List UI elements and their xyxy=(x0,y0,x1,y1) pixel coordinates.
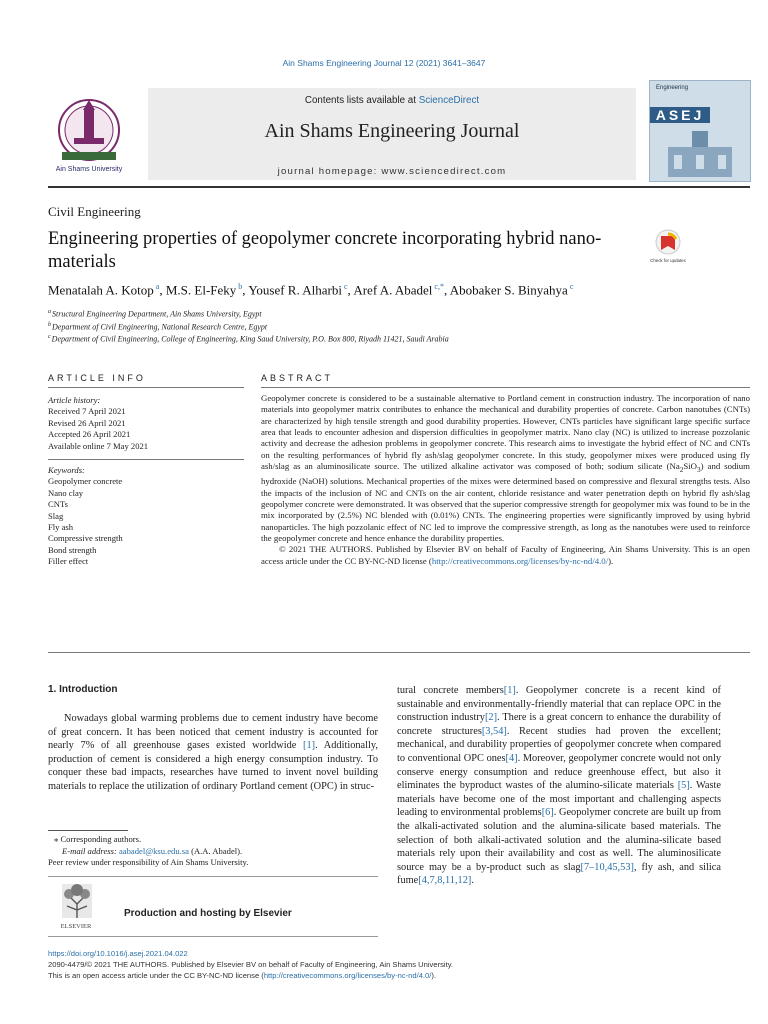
homepage-prefix: journal homepage: xyxy=(277,166,382,177)
oa-suffix: ). xyxy=(431,971,437,980)
author-name[interactable]: Menatalah A. Kotop xyxy=(48,282,154,298)
oa-prefix: This is an open access article under the CC BY-NC-ND license ( xyxy=(48,971,264,980)
abstract-heading: ABSTRACT xyxy=(261,373,334,383)
citation-link[interactable]: [4] xyxy=(505,752,518,764)
keyword-item: Fly ash xyxy=(48,522,74,533)
introduction-heading: 1. Introduction xyxy=(48,684,118,695)
affiliation-item xyxy=(48,332,748,345)
elsevier-box-top-rule xyxy=(48,876,378,877)
keywords-label: Keywords: xyxy=(48,465,85,475)
keyword-item: Compressive strength xyxy=(48,533,123,544)
body-column-left xyxy=(48,712,378,794)
contents-prefix: Contents lists available at xyxy=(304,95,419,106)
affiliation-marker: c xyxy=(48,334,51,341)
history-item: Revised 26 April 2021 xyxy=(48,417,126,428)
keywords-block xyxy=(48,465,244,568)
copyright-text: © 2021 THE AUTHORS. Published by Elsevier BV on behalf of Faculty of Engineering, Ain Shams University. This is an open access article under the CC BY-NC-ND license ( xyxy=(261,544,750,566)
body-column-right xyxy=(397,684,721,888)
affiliation-marker: a xyxy=(48,309,51,315)
footnote-rule xyxy=(48,830,128,831)
keyword-list xyxy=(48,476,244,567)
body-text: , fly ash, and silica fume xyxy=(397,861,721,887)
elsevier-tree-logo xyxy=(48,880,104,932)
abstract-text-part: ) and sodium hydroxide (NaOH) solutions. Mechanical properties of the mixes were determined based on compressive and flexural strengths tests. Also the impacts of the inclusion of NC and CNTs on the air content, chloride resistance and water penetration depth on hybrid fly ash/slag geopolymer concrete were demonstrated. It was observed that the superior compressive strength for geopolymer mix was found to be in the mix incorporated by (2.5%) NC blended with (0.01%) CNTs. The engineering properties were significantly improved by using hybrid nanoparticles. The high pozzolanic effect of NC led to improve the compressive strength, as long as the nanotubes were used to reinforce the geopolymer concrete and hence enhance the durability properties. xyxy=(261,461,750,543)
affiliation-text: Department of Civil Engineering, National Research Centre, Egypt xyxy=(52,322,268,332)
page-bottom-info xyxy=(48,948,748,981)
contents-available-line xyxy=(148,95,636,106)
body-text: . Geopolymer concrete are built up from the alkali-activated solution and the alumina-silicate based materials. The selection of both alkali-activated solution and the alumina-silicate based materials rely upon their availability and cost as well. The aluminosilicate source may be a by-product such as slag xyxy=(397,807,721,873)
article-history xyxy=(48,395,244,452)
logo-caption: Ain Shams University xyxy=(55,166,123,173)
peer-review-note: Peer review under responsibility of Ain Shams University. xyxy=(48,857,249,868)
article-info-rule xyxy=(48,387,244,388)
license-link[interactable]: http://creativecommons.org/licenses/by-nc-nd/4.0/ xyxy=(431,555,609,566)
subscript: 3 xyxy=(696,465,701,474)
keyword-item: Nano clay xyxy=(48,487,84,498)
citation-link[interactable]: [1] xyxy=(303,740,316,752)
header-rule xyxy=(48,186,750,188)
article-info-heading: ARTICLE INFO xyxy=(48,373,146,383)
subscript: 2 xyxy=(679,465,684,474)
body-text: . xyxy=(471,875,474,887)
author-affiliation-marker[interactable]: c,* xyxy=(434,282,444,291)
issn-line: 2090-4479/© 2021 THE AUTHORS. Published by Elsevier BV on behalf of Faculty of Engineering, Ain Shams University. xyxy=(48,960,454,969)
citation-link[interactable]: [4,7,8,11,12] xyxy=(418,875,472,887)
check-updates-label: Check for updates xyxy=(650,258,686,263)
production-hosting-label: Production and hosting by Elsevier xyxy=(124,908,292,919)
body-text: . Recent studies had proven the excellent; mechanical, and durability properties of geopolymer concrete when compared to conventional OPC ones xyxy=(397,725,721,764)
body-text: Nowadays global warming problems due to cement industry have become of great concern. It has been noticed that cement industry is accounted for nearly 7% of all greenhouse gases existed worldwide xyxy=(48,713,378,752)
journal-title: Ain Shams Engineering Journal xyxy=(264,120,520,142)
journal-cover-thumbnail[interactable] xyxy=(649,80,751,182)
cover-top-text: Engineering xyxy=(656,85,689,91)
intro-paragraph xyxy=(48,712,378,794)
oa-license-link[interactable]: http://creativecommons.org/licenses/by-nc-nd/4.0/ xyxy=(263,971,432,980)
body-text: . Moreover, geopolymer concrete would not only conserve energy consumption and reduce greenhouse effect, but also it eliminates the byproduct wastes of the alumino-silicate materials xyxy=(397,752,721,792)
keyword-item: Bond strength xyxy=(48,544,97,555)
citation-link[interactable]: [7–10,45,53] xyxy=(580,861,634,873)
history-list xyxy=(48,406,244,452)
history-label: Article history: xyxy=(48,395,101,405)
history-item: Accepted 26 April 2021 xyxy=(48,429,131,440)
intro-paragraph-continued xyxy=(397,684,721,888)
affiliation-text: Department of Civil Engineering, College of Engineering, King Saud University, P.O. Box 800, Riyadh 11421, Saudi Arabia xyxy=(51,334,449,344)
citation-link[interactable]: [3,54] xyxy=(481,725,507,737)
homepage-url-link[interactable]: www.sciencedirect.com xyxy=(381,166,507,177)
author-name[interactable]: Yousef R. Alharbi xyxy=(248,282,342,298)
open-access-line xyxy=(48,970,748,981)
email-link[interactable]: aabadel@ksu.edu.sa xyxy=(118,845,189,856)
keyword-item: Filler effect xyxy=(48,556,89,567)
cover-brand-text: ASEJ xyxy=(650,107,710,123)
email-line xyxy=(48,846,378,858)
copyright-paragraph xyxy=(261,544,750,567)
affiliation-text: Structural Engineering Department, Ain Shams University, Egypt xyxy=(52,309,262,319)
history-item: Available online 7 May 2021 xyxy=(48,440,149,451)
citation-link[interactable]: [6] xyxy=(541,807,554,819)
cover-building-icon xyxy=(658,127,742,177)
author-name[interactable]: M.S. El-Feky xyxy=(165,282,237,298)
body-text: tural concrete members xyxy=(397,685,504,696)
keyword-item: CNTs xyxy=(48,499,68,510)
author-name[interactable]: Abobaker S. Binyahya xyxy=(449,282,568,298)
affiliation-item xyxy=(48,320,748,333)
affiliation-list xyxy=(48,307,748,345)
elsevier-wordmark: ELSEVIER xyxy=(60,923,92,930)
abstract-text-part: Geopolymer concrete is considered to be a sustainable alternative to Portland cement in construction industry. The incorporation of nano materials into geopolymer matrix contributes to enhance the mechanical and durability properties of concrete. Carbon nanotubes (CNTs) are characterized by high tensile strength and good durability properties. However, CNTs particles have significant large specific surface area that leads to encounter adhesion and dispersion difficulties in geopolymer matrix. Nano clay (NC) is utilized to increase pozzolanic activity and decrease the adhesion problems in geopolymer concrete. This research aims to investigate the hybrid effect of NC and CNTs on the resulting performances of hybrid fly ash/slag geopolymer concrete. In this study, geopolymer mixes were produced using fly ash/slag as an aluminosilicate source. The utilized alkaline activator was composed of both; sodium silicate (Na xyxy=(261,393,750,472)
paper-title: Engineering properties of geopolymer concrete incorporating hybrid nano-materials xyxy=(48,229,602,272)
abstract-paragraph xyxy=(261,393,750,544)
author-affiliation-marker[interactable]: c xyxy=(343,282,348,291)
journal-reference-link[interactable]: Ain Shams Engineering Journal 12 (2021) 3641–3647 xyxy=(282,58,486,68)
article-section-label: Civil Engineering xyxy=(48,204,141,219)
section-divider xyxy=(48,652,750,653)
email-name: (A.A. Abadel). xyxy=(188,845,243,856)
corresponding-note: ⁎ Corresponding authors. xyxy=(54,834,142,844)
elsevier-box-bottom-rule xyxy=(48,936,378,937)
footnote-block xyxy=(48,834,378,869)
author-affiliation-marker[interactable]: a xyxy=(155,282,160,291)
body-text: . Geopolymer concrete is a recent kind of sustainable and environmentally-friendly material that can replace OPC in the construction industry xyxy=(397,685,721,724)
abstract-rule xyxy=(261,387,750,388)
author-list: Menatalah A. Kotop $^a$, M.S. El-Feky $^b$, Yousef R. Alharbi $^c$, Aref A. Abadel $^{c,*}$, Abobaker S. Binyahya $^c$ xyxy=(48,282,574,298)
check-for-updates-icon[interactable] xyxy=(650,228,686,270)
copyright-end: ). xyxy=(608,555,614,566)
article-info-divider xyxy=(48,459,244,460)
citation-link[interactable]: [5] xyxy=(677,780,690,792)
body-text: . Waste materials have become one of the most important and challenging aspects leading to environmental problems xyxy=(397,780,721,819)
ain-shams-university-logo xyxy=(48,92,130,174)
author-affiliation-marker[interactable]: b xyxy=(238,282,243,291)
body-text: . Additionally, production of cement is considered a high energy consumption industry. To conquer these bad impacts, researches have turned to invent novel building materials to replace the utilization of ordinary Portland cement (OPC) in struc- xyxy=(48,740,378,792)
sciencedirect-link[interactable]: ScienceDirect xyxy=(418,95,480,106)
affiliation-marker: b xyxy=(48,321,51,328)
affiliation-item xyxy=(48,307,748,320)
doi-link[interactable]: https://doi.org/10.1016/j.asej.2021.04.022 xyxy=(48,949,188,958)
journal-homepage-line xyxy=(148,166,636,177)
abstract-body xyxy=(261,393,750,567)
citation-link[interactable]: [2] xyxy=(484,712,498,724)
keyword-item: Geopolymer concrete xyxy=(48,476,123,487)
email-label: E-mail address: xyxy=(62,845,119,856)
abstract-text-part: SiO xyxy=(683,461,697,472)
author-name[interactable]: Aref A. Abadel xyxy=(353,282,433,298)
body-text: . There is a great concern to enhance the durability of concrete structures xyxy=(397,712,722,737)
history-item: Received 7 April 2021 xyxy=(48,406,126,417)
citation-link[interactable]: [1] xyxy=(503,685,516,696)
keyword-item: Slag xyxy=(48,510,64,521)
author-affiliation-marker[interactable]: c xyxy=(569,282,574,291)
